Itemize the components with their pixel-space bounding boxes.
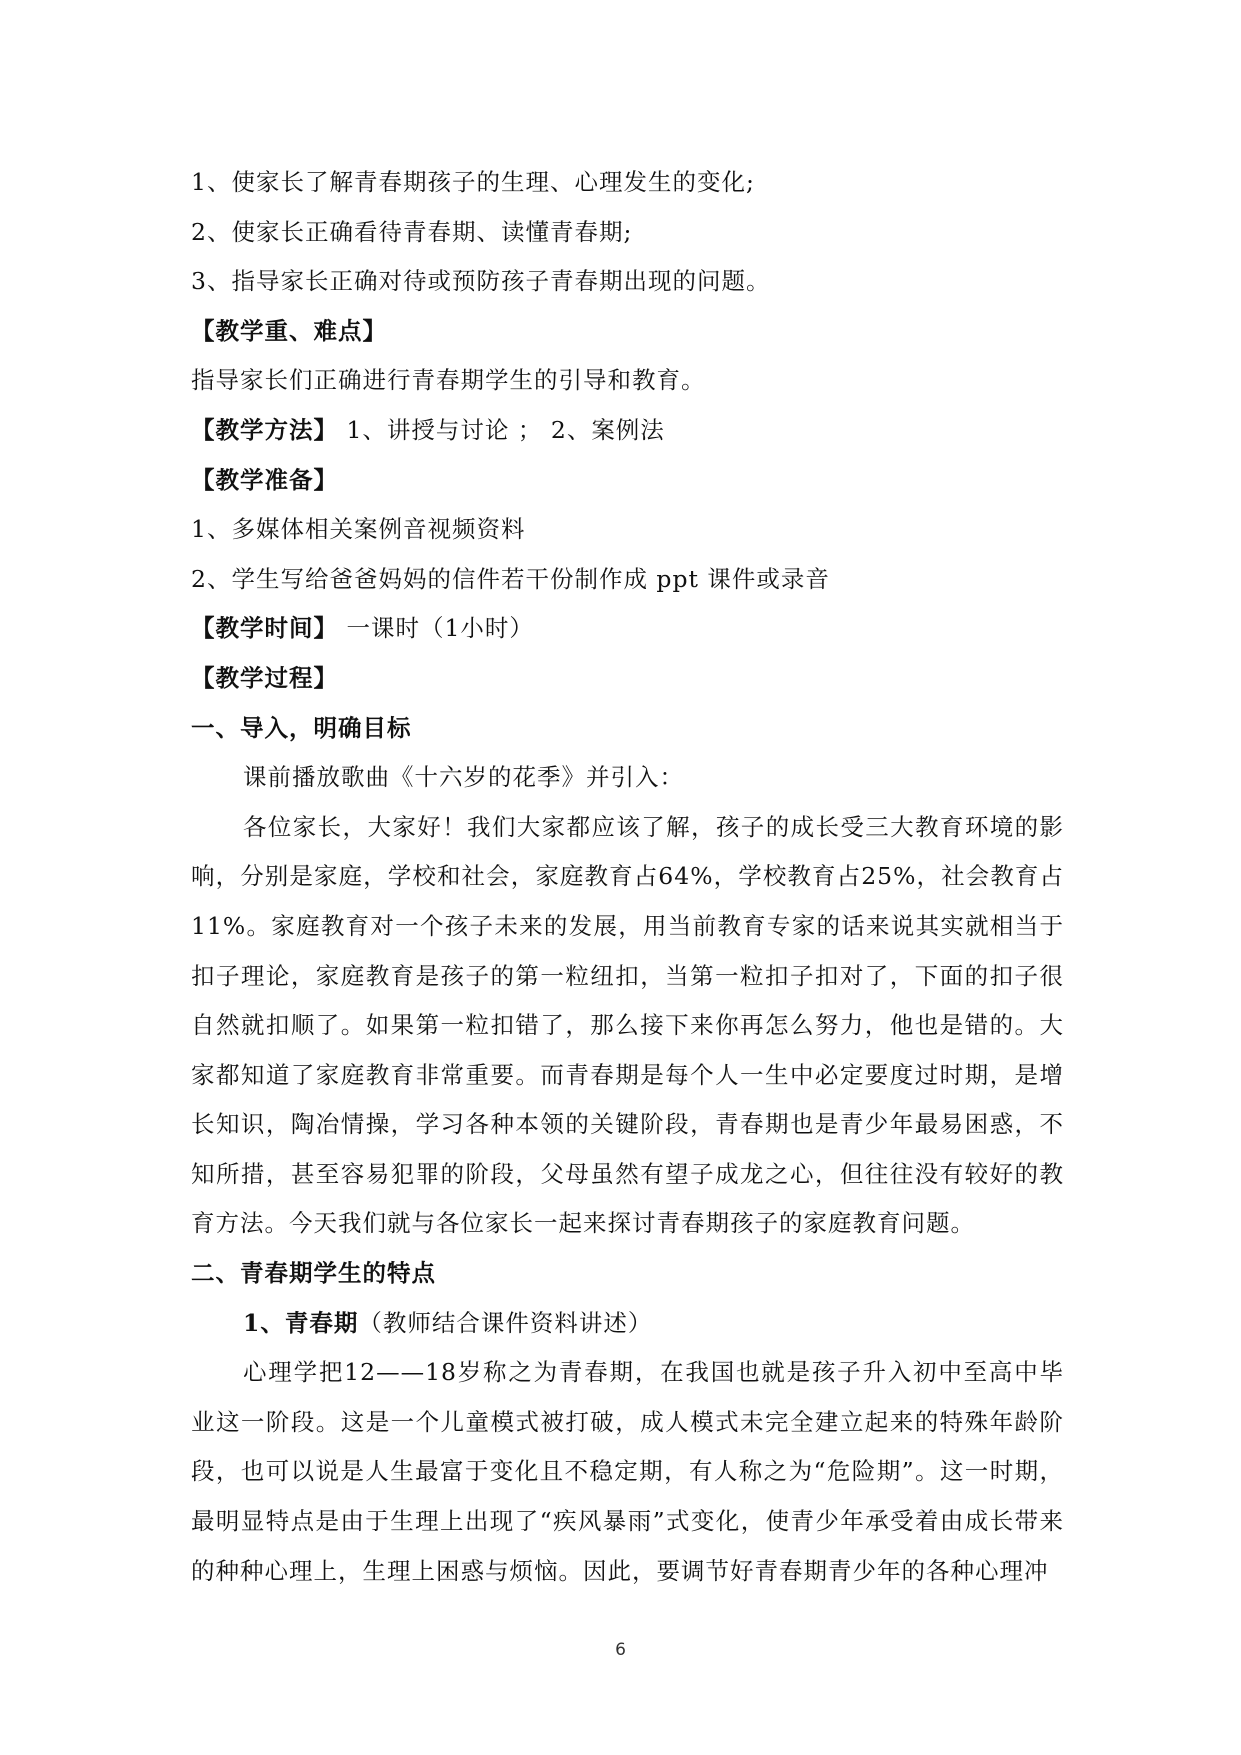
teaching-goal-3: 3、指导家长正确对待或预防孩子青春期出现的问题。 (191, 267, 771, 296)
teaching-method-text: 1、讲授与讨论 ； 2、案例法 (338, 415, 665, 444)
teaching-prep-2: 2、学生写给爸爸妈妈的信件若干份制作成 ppt 课件或录音 (191, 564, 830, 593)
teaching-prep-1: 1、多媒体相关案例音视频资料 (191, 515, 526, 544)
document-body (191, 158, 1064, 1596)
section-1-heading: 一、导入，明确目标 (191, 713, 412, 742)
section-2-heading: 二、青春期学生的特点 (191, 1259, 436, 1288)
teaching-method-row (191, 406, 1064, 456)
teaching-method-heading: 【教学方法】 (191, 415, 338, 444)
teaching-time-text: 一课时（1小时） (338, 614, 534, 643)
key-points-heading: 【教学重、难点】 (191, 316, 387, 345)
teaching-time-row (191, 604, 1064, 654)
intro-paragraph-text: 各位家长，大家好！我们大家都应该了解，孩子的成长受三大教育环境的影响，分别是家庭，学校和社会，家庭教育占64%，学校教育占25%，社会教育占11%。家庭教育对一个孩子未来的发展，用当前教育专家的话来说其实就相当于扣子理论，家庭教育是孩子的第一粒纽扣，当第一粒扣子扣对了，下面的扣子很自然就扣顺了。如果第一粒扣错了，那么接下来你再怎么努力，他也是错的。大家都知道了家庭教育非常重要。而青春期是每个人一生中必定要度过时期，是增长知识，陶冶情操，学习各种本领的关键阶段，青春期也是青少年最易困惑，不知所措，甚至容易犯罪的阶段，父母虽然有望子成龙之心，但往往没有较好的教育方法。今天我们就与各位家长一起来探讨青春期孩子的家庭教育问题。 (191, 812, 1064, 1238)
key-points-text: 指导家长们正确进行青春期学生的引导和教育。 (191, 366, 706, 395)
subsection-1-heading: 1、青春期 (243, 1308, 359, 1337)
adolescence-paragraph-text: 心理学把12——18岁称之为青春期，在我国也就是孩子升入初中至高中毕业这一阶段。这是一个儿童模式被打破，成人模式未完全建立起来的特殊年龄阶段，也可以说是人生最富于变化且不稳定期，有人称之为“危险期”。这一时期，最明显特点是由于生理上出现了“疾风暴雨”式变化，使青少年承受着由成长带来的种种心理上，生理上困惑与烦恼。因此，要调节好青春期青少年的各种心理冲 (191, 1358, 1064, 1585)
intro-song-line: 课前播放歌曲《十六岁的花季》并引入： (243, 763, 684, 792)
teaching-process-heading: 【教学过程】 (191, 663, 338, 692)
teaching-goal-1: 1、使家长了解青春期孩子的生理、心理发生的变化; (191, 168, 755, 196)
subsection-1-row (191, 1299, 1064, 1349)
page-number: 6 (615, 1640, 626, 1660)
intro-paragraph (191, 803, 1064, 1249)
adolescence-paragraph (191, 1348, 1064, 1596)
subsection-1-note: （教师结合课件资料讲述） (358, 1308, 653, 1337)
teaching-time-heading: 【教学时间】 (191, 614, 338, 643)
teaching-goal-2: 2、使家长正确看待青春期、读懂青春期; (191, 217, 633, 246)
teaching-prep-heading: 【教学准备】 (191, 465, 338, 494)
